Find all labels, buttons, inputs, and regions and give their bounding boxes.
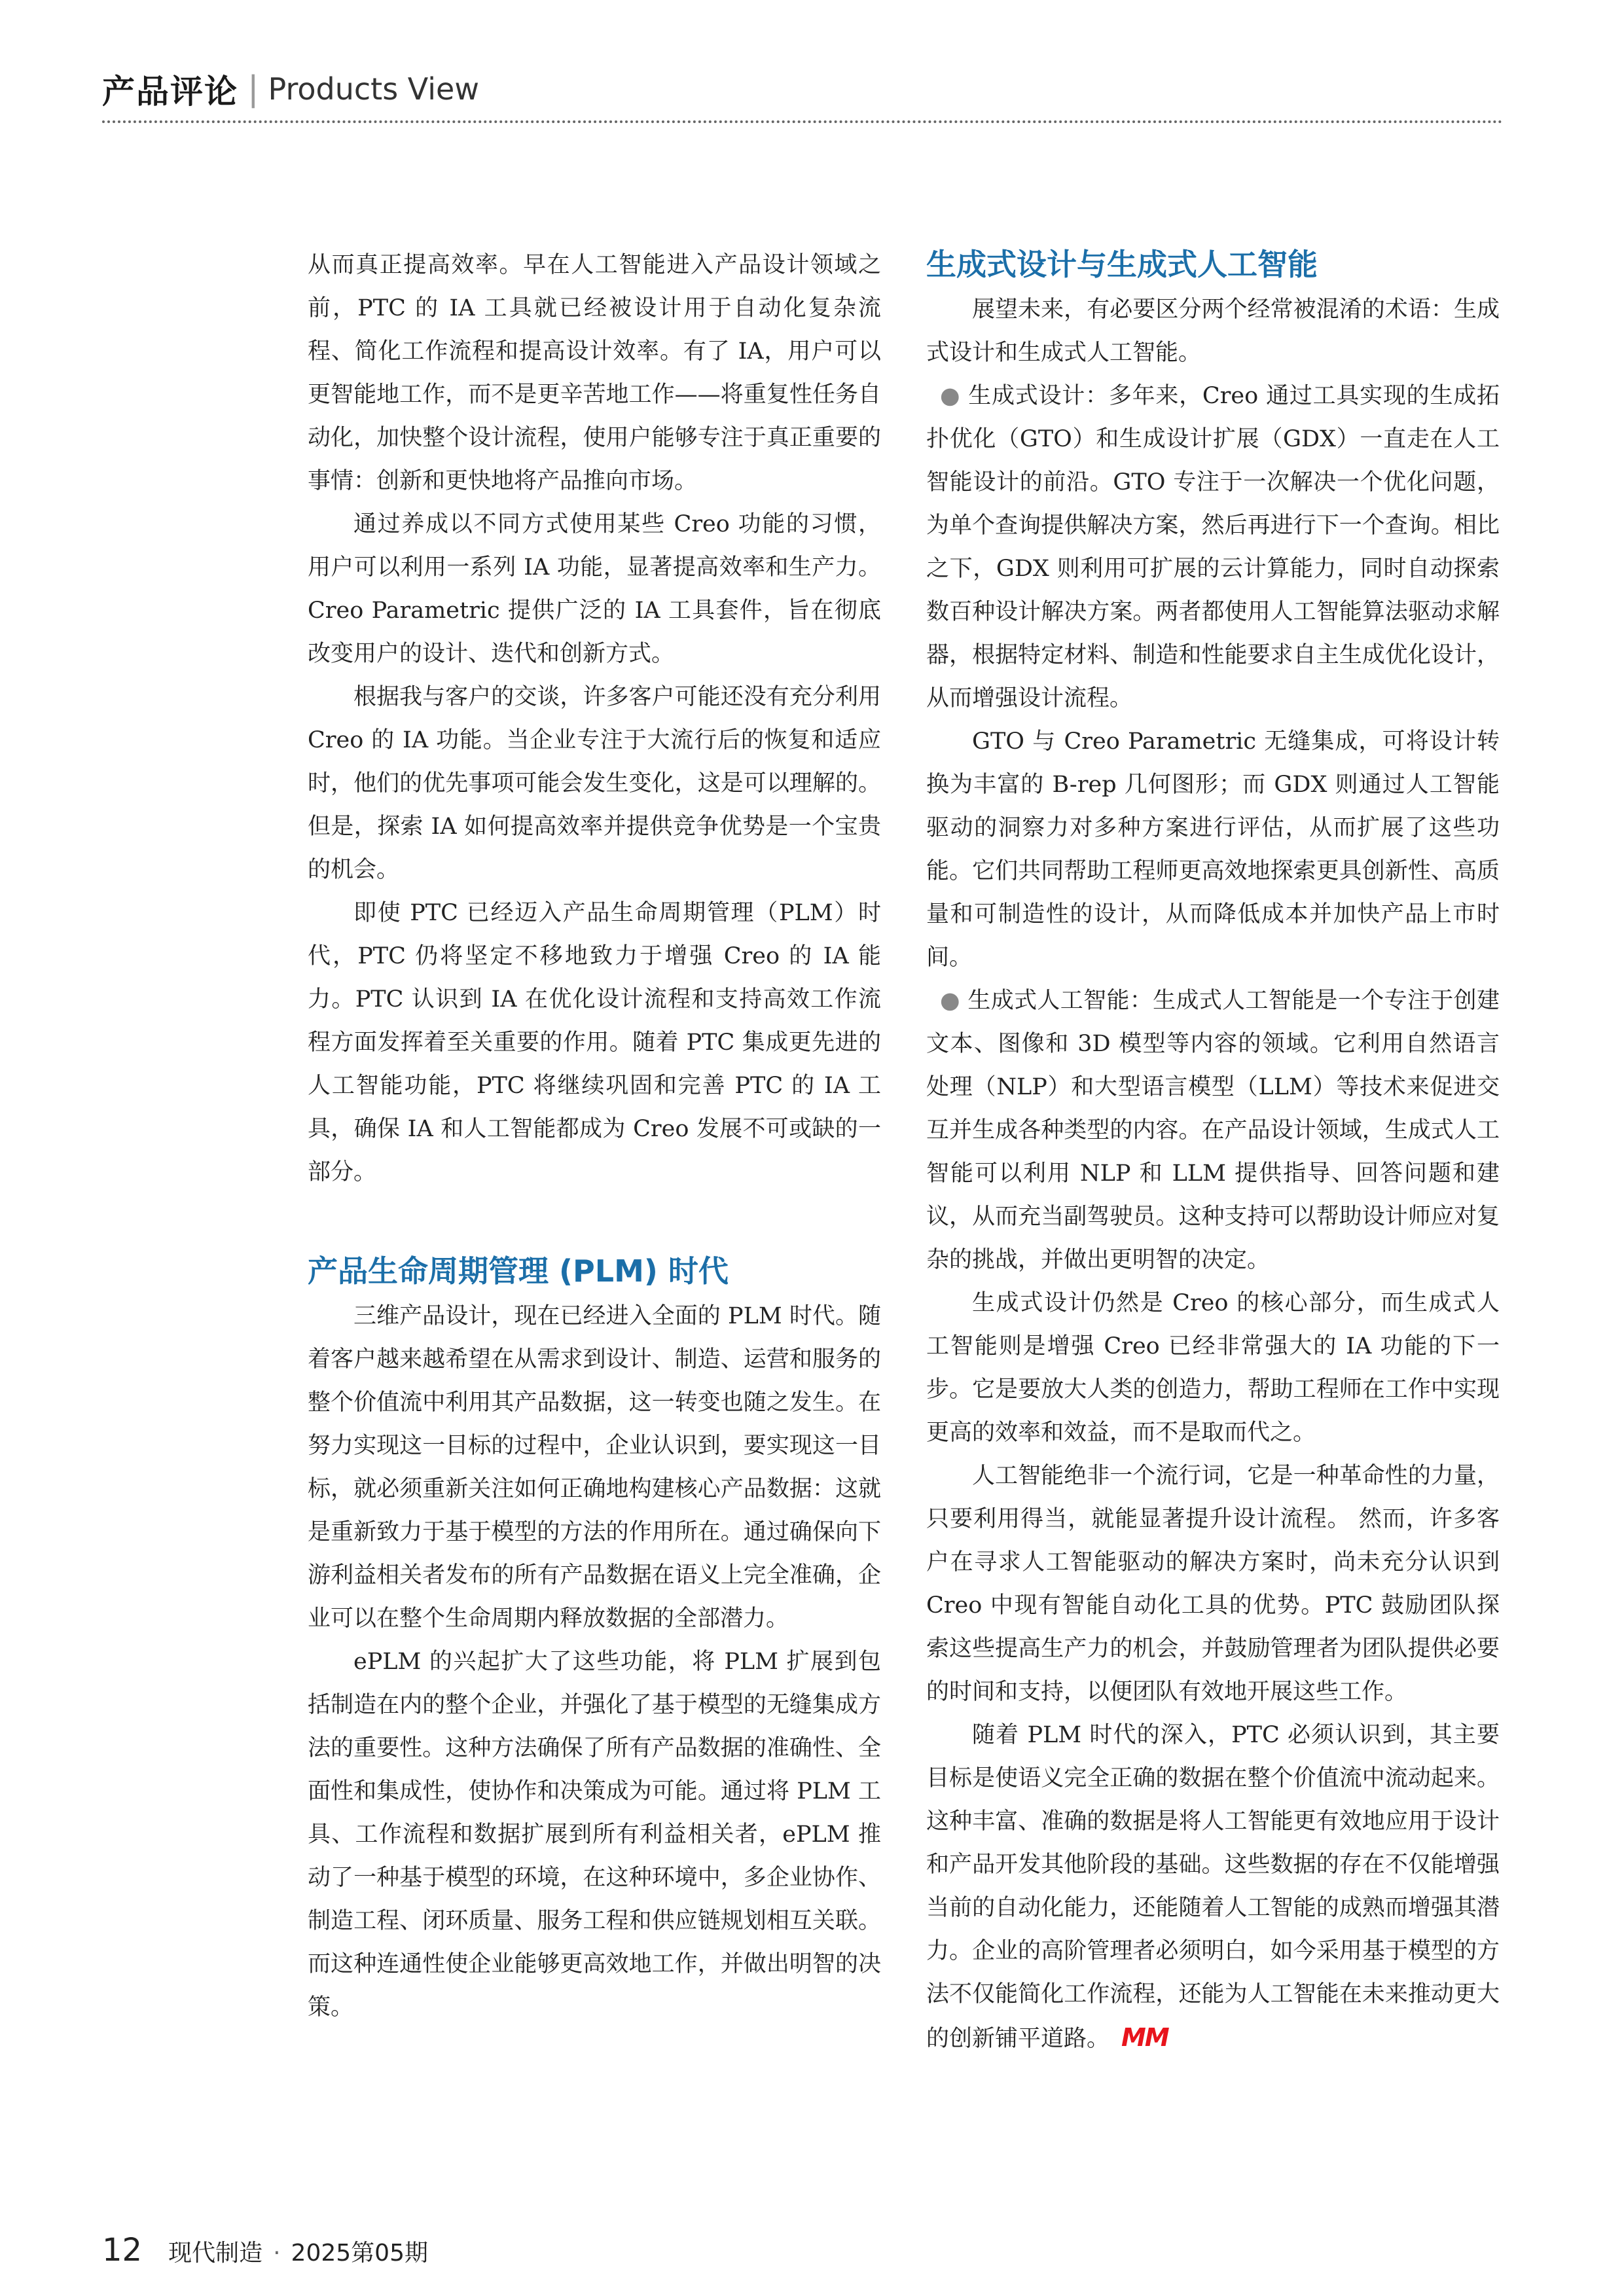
page-number: 12	[102, 2232, 143, 2269]
left-paragraph-6: ePLM 的兴起扩大了这些功能，将 PLM 扩展到包括制造在内的整个企业，并强化了基于模型的无缝集成方法的重要性。这种方法确保了所有产品数据的准确性、全面性和集成性，使协作和决策成为可能。通过将 PLM 工具、工作流程和数据扩展到所有利益相关者，ePLM 推动了一种基于模型的环境，在这种环境中，多企业协作、制造工程、闭环质量、服务工程和供应链规划相互关联。而这种连通性使企业能够更高效地工作，并做出明智的决策。	[308, 1649, 881, 2020]
right-paragraph-2: 人工智能绝非一个流行词，它是一种革命性的力量，只要利用得当，就能显著提升设计流程。 然而，许多客户在寻求人工智能驱动的解决方案时，尚未充分认识到 Creo 中现有智能自动化工具的优势。PTC 鼓励团队探索这些提高生产力的机会，并鼓励管理者为团队提供必要的时间和支持，以便团队有效地开展这些工作。	[926, 1463, 1500, 1705]
right-paragraph-1: 生成式设计仍然是 Creo 的核心部分，而生成式人工智能则是增强 Creo 已经非常强大的 IA 功能的下一步。它是要放大人类的创造力，帮助工程师在工作中实现更高的效率和效益，而不是取而代之。	[926, 1290, 1500, 1446]
issue-number: 2025第05期	[291, 2240, 428, 2267]
left-paragraph-3: 根据我与客户的交谈，许多客户可能还没有充分利用 Creo 的 IA 功能。当企业专注于大流行后的恢复和适应时，他们的优先事项可能会发生变化，这是可以理解的。但是，探索 IA 如何提高效率并提供竞争优势是一个宝贵的机会。	[308, 684, 881, 883]
footer-separator: ·	[273, 2240, 281, 2267]
page-header	[102, 63, 1503, 115]
left-paragraph-5: 三维产品设计，现在已经进入全面的 PLM 时代。随着客户越来越希望在从需求到设计、制造、运营和服务的整个价值流中利用其产品数据，这一转变也随之发生。在努力实现这一目标的过程中，企业认识到，要实现这一目标，就必须重新关注如何正确地构建核心产品数据：这就是重新致力于基于模型的方法的作用所在。通过确保向下游利益相关者发布的所有产品数据在语义上完全准确，企业可以在整个生命周期内释放数据的全部潜力。	[308, 1303, 881, 1632]
right-column	[926, 243, 1500, 2060]
left-paragraph-1: 从而真正提高效率。早在人工智能进入产品设计领域之前，PTC 的 IA 工具就已经被设计用于自动化复杂流程、简化工作流程和提高设计效率。有了 IA，用户可以更智能地工作，而不是更辛苦地工作——将重复性任务自动化，加快整个设计流程，使用户能够专注于真正重要的事情：创新和更快地将产品推向市场。	[308, 252, 881, 494]
section-heading-plm: 产品生命周期管理 (PLM) 时代	[308, 1253, 729, 1289]
bullet-text: 生成式人工智能：生成式人工智能是一个专注于创建文本、图像和 3D 模型等内容的领域。它利用自然语言处理（NLP）和大型语言模型（LLM）等技术来促进交互并生成各种类型的内容。在产品设计领域，生成式人工智能可以利用 NLP 和 LLM 提供指导、回答问题和建议，从而充当副驾驶员。这种支持可以帮助设计师应对复杂的挑战，并做出更明智的决定。	[926, 988, 1500, 1273]
final-paragraph-text: 随着 PLM 时代的深入，PTC 必须认识到，其主要目标是使语义完全正确的数据在整个价值流中流动起来。这种丰富、准确的数据是将人工智能更有效地应用于设计和产品开发其他阶段的基础。这些数据的存在不仅能增强当前的自动化能力，还能随着人工智能的成熟而增强其潜力。企业的高阶管理者必须明白，如今采用基于模型的方法不仅能简化工作流程，还能为人工智能在未来推动更大的创新铺平道路。	[926, 1722, 1500, 2052]
magazine-name: 现代制造	[168, 2240, 263, 2267]
header-dotted-rule	[102, 120, 1503, 123]
bullet-generative-design	[926, 374, 1500, 720]
right-intro-paragraph: 展望未来，有必要区分两个经常被混淆的术语：生成式设计和生成式人工智能。	[926, 296, 1500, 366]
section-category: 产品评论	[102, 73, 238, 111]
left-paragraph-2: 通过养成以不同方式使用某些 Creo 功能的习惯，用户可以利用一系列 IA 功能，显著提高效率和生产力。 Creo Parametric 提供广泛的 IA 工具套件，旨在彻底改变用户的设计、迭代和创新方式。	[308, 511, 881, 667]
section-title-en: Products View	[268, 71, 479, 107]
left-column	[308, 243, 881, 2029]
bullet-dot-icon: ●	[940, 988, 960, 1014]
bullet-generative-ai	[926, 979, 1500, 1282]
page-footer	[102, 2232, 428, 2271]
section-heading-generative: 生成式设计与生成式人工智能	[926, 247, 1318, 282]
bullet-text: 生成式设计：多年来，Creo 通过工具实现的生成拓扑优化（GTO）和生成设计扩展（GDX）一直走在人工智能设计的前沿。GTO 专注于一次解决一个优化问题，为单个查询提供解决方案，然后再进行下一个查询。相比之下，GDX 则利用可扩展的云计算能力，同时自动探索数百种设计解决方案。两者都使用人工智能算法驱动求解器，根据特定材料、制造和性能要求自主生成优化设计，从而增强设计流程。	[926, 383, 1500, 711]
end-mark-logo-icon: MM	[1121, 2023, 1168, 2052]
bullet-dot-icon: ●	[940, 383, 961, 409]
header-separator: |	[247, 69, 259, 109]
left-paragraph-4: 即使 PTC 已经迈入产品生命周期管理（PLM）时代，PTC 仍将坚定不移地致力于增强 Creo 的 IA 能力。PTC 认识到 IA 在优化设计流程和支持高效工作流程方面发挥着至关重要的作用。随着 PTC 集成更先进的人工智能功能，PTC 将继续巩固和完善 PTC 的 IA 工具，确保 IA 和人工智能都成为 Creo 发展不可或缺的一部分。	[308, 900, 881, 1185]
right-paragraph-gto: GTO 与 Creo Parametric 无缝集成，可将设计转换为丰富的 B-rep 几何图形；而 GDX 则通过人工智能驱动的洞察力对多种方案进行评估，从而扩展了这些功能。它们共同帮助工程师更高效地探索更具创新性、高质量和可制造性的设计，从而降低成本并加快产品上市时间。	[926, 728, 1500, 971]
right-final-paragraph	[926, 1713, 1500, 2060]
